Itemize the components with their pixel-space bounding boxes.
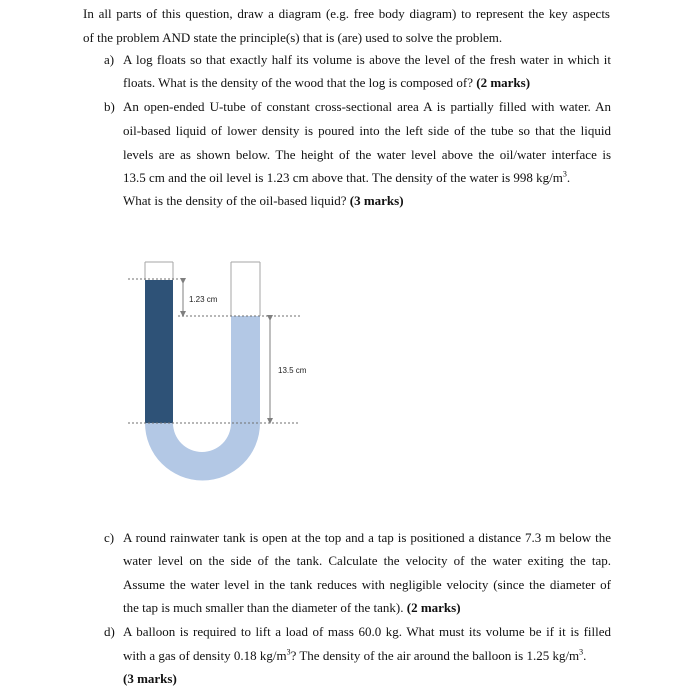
- part-d-line-2-a: with a gas of density 0.18 kg/m: [123, 648, 287, 663]
- part-d-marks: (3 marks): [123, 671, 177, 686]
- part-c-marks: (2 marks): [406, 600, 461, 615]
- part-c-line-3: Assume the water level in the tank reduces with negligible velocity (since the diameter of: [123, 577, 611, 592]
- part-d-line-2-b: ? The density of the air around the balloon is 1.25 kg/m: [290, 648, 580, 663]
- part-b-line-4-text: 13.5 cm and the oil level is 1.23 cm above that. The density of the water is 998 kg/m: [123, 170, 563, 185]
- part-c-question: the tap is much smaller than the diameter of the tank).: [123, 600, 407, 615]
- part-b-marker: b): [104, 99, 115, 114]
- part-b-line-2: oil-based liquid of lower density is poured into the left side of the tube so that the liquid: [123, 123, 611, 138]
- oil-gap-label: 1.23 cm: [189, 295, 218, 304]
- part-c-line-1: A round rainwater tank is open at the top and a tap is positioned a distance 7.3 m below the: [123, 530, 611, 545]
- water-height-label: 13.5 cm: [278, 366, 307, 375]
- part-c-line-4: [123, 600, 461, 616]
- intro-line-2: of the problem AND state the principle(s) that is (are) used to solve the problem.: [83, 30, 503, 45]
- part-a-question: floats. What is the density of the wood that the log is composed of?: [123, 75, 477, 90]
- part-a-line-1: A log floats so that exactly half its volume is above the level of the fresh water in which it: [123, 52, 611, 67]
- part-c-marker: c): [104, 530, 115, 545]
- intro-line-1: In all parts of this question, draw a diagram (e.g. free body diagram) to represent the key aspects: [83, 6, 610, 21]
- part-a-marker: a): [104, 52, 115, 67]
- right-arm-outline: [231, 262, 260, 316]
- part-b-line-4-end: .: [566, 170, 571, 185]
- part-d-marker: d): [104, 624, 115, 639]
- part-d-line-2-sup-1: 3: [286, 647, 291, 657]
- part-b-line-1: An open-ended U-tube of constant cross-sectional area A is partially filled with water. An: [123, 99, 611, 114]
- part-d-line-2-c: .: [583, 648, 587, 663]
- part-d-line-2: [123, 648, 586, 664]
- part-b-line-3: levels are as shown below. The height of the water level above the oil/water interface is: [123, 147, 611, 162]
- part-d-line-1: A balloon is required to lift a load of mass 60.0 kg. What must its volume be if it is filled: [123, 624, 611, 639]
- part-b-line-4-sup: 3: [562, 169, 567, 179]
- part-a-marks: (2 marks): [476, 75, 531, 90]
- part-d-line-3: [123, 671, 177, 687]
- part-b-question: What is the density of the oil-based liquid?: [123, 193, 350, 208]
- part-b-marks: (3 marks): [349, 193, 404, 208]
- left-arm-outline: [145, 262, 173, 280]
- part-d-line-2-sup-2: 3: [579, 647, 584, 657]
- part-c-line-2: water level on the side of the tank. Calculate the velocity of the water exiting the tap.: [123, 553, 611, 568]
- oil-column: [145, 280, 173, 423]
